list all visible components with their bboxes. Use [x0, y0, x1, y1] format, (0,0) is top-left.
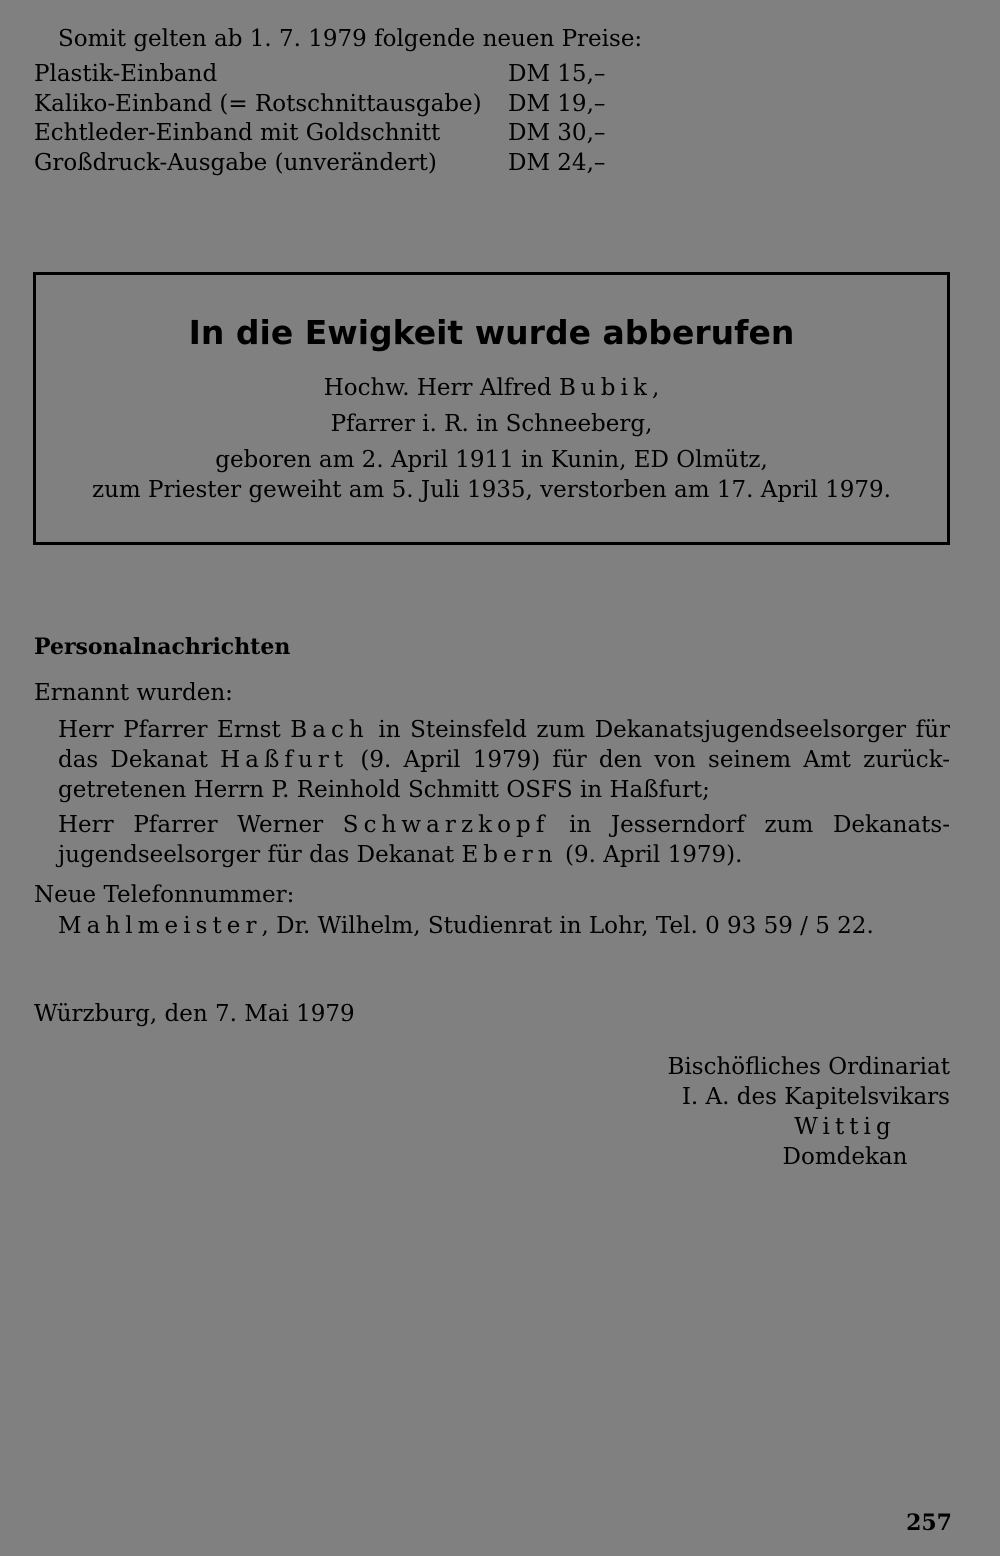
place-date: Würzburg, den 7. Mai 1979 [34, 1001, 355, 1027]
person-name: Mahlmeister [58, 913, 262, 939]
price-value: DM 19,– [508, 90, 606, 117]
price-label: Kaliko-Einband (= Rotschnittausgabe) [34, 90, 482, 117]
obituary-line-office: Pfarrer i. R. in Schneeberg, [330, 411, 653, 437]
price-row [34, 119, 634, 149]
obituary-line-birth: geboren am 2. April 1911 in Kunin, ED Olmütz, [215, 447, 768, 473]
price-label: Echtleder-Einband mit Goldschnitt [34, 120, 441, 146]
price-row [34, 90, 634, 120]
person-name: Bach [290, 717, 369, 743]
price-intro: Somit gelten ab 1. 7. 1979 folgende neuen Preise: [58, 26, 643, 52]
deceased-name: Bubik [558, 375, 652, 401]
obituary-line-ordination: zum Priester geweiht am 5. Juli 1935, verstorben am 17. April 1979. [92, 477, 891, 503]
section-heading: Personalnachrichten [34, 634, 291, 660]
price-value: DM 30,– [508, 120, 606, 146]
signatory-name: Wittig [794, 1114, 896, 1140]
appointed-label: Ernannt wurden: [34, 680, 233, 706]
price-label: Plastik-Einband [34, 61, 218, 87]
price-list [34, 60, 634, 178]
obituary-line-name: Hochw. Herr Alfred Bubik, [323, 375, 660, 401]
page-number: 257 [906, 1510, 952, 1536]
price-label: Großdruck-Ausgabe (unverändert) [34, 149, 437, 176]
phone-label: Neue Telefonnummer: [34, 882, 295, 908]
deanery-name: Ebern [461, 842, 558, 868]
obituary-title: In die Ewigkeit wurde abberufen [188, 313, 795, 352]
signature-block: Bischöfliches Ordinariat I. A. des Kapitelsvikars Wittig Domdekan [650, 1052, 950, 1172]
appointment-entry: Herr Pfarrer Ernst Bach in Steinsfeld zum Dekanatsjugendseelsorger für das Dekanat Haßfurt (9. April 1979) für den von seinem Amt zurück- getretenen Herrn P. Reinhold Schmitt OSFS in Haßfurt; [58, 717, 950, 803]
appointment-entry: Herr Pfarrer Werner Schwarzkopf in Jesserndorf zum Dekanats- jugendseelsorger für das Dekanat Ebern (9. April 1979). [58, 812, 950, 868]
signatory-title: Domdekan [782, 1144, 908, 1170]
price-value: DM 24,– [508, 149, 606, 176]
person-name: Schwarzkopf [342, 812, 550, 838]
phone-entry: Mahlmeister, Dr. Wilhelm, Studienrat in Lohr, Tel. 0 93 59 / 5 22. [58, 913, 874, 939]
obituary-box [33, 272, 950, 545]
price-row [34, 60, 634, 90]
price-value: DM 15,– [508, 61, 606, 87]
price-row [34, 149, 634, 179]
deanery-name: Haßfurt [220, 747, 349, 773]
